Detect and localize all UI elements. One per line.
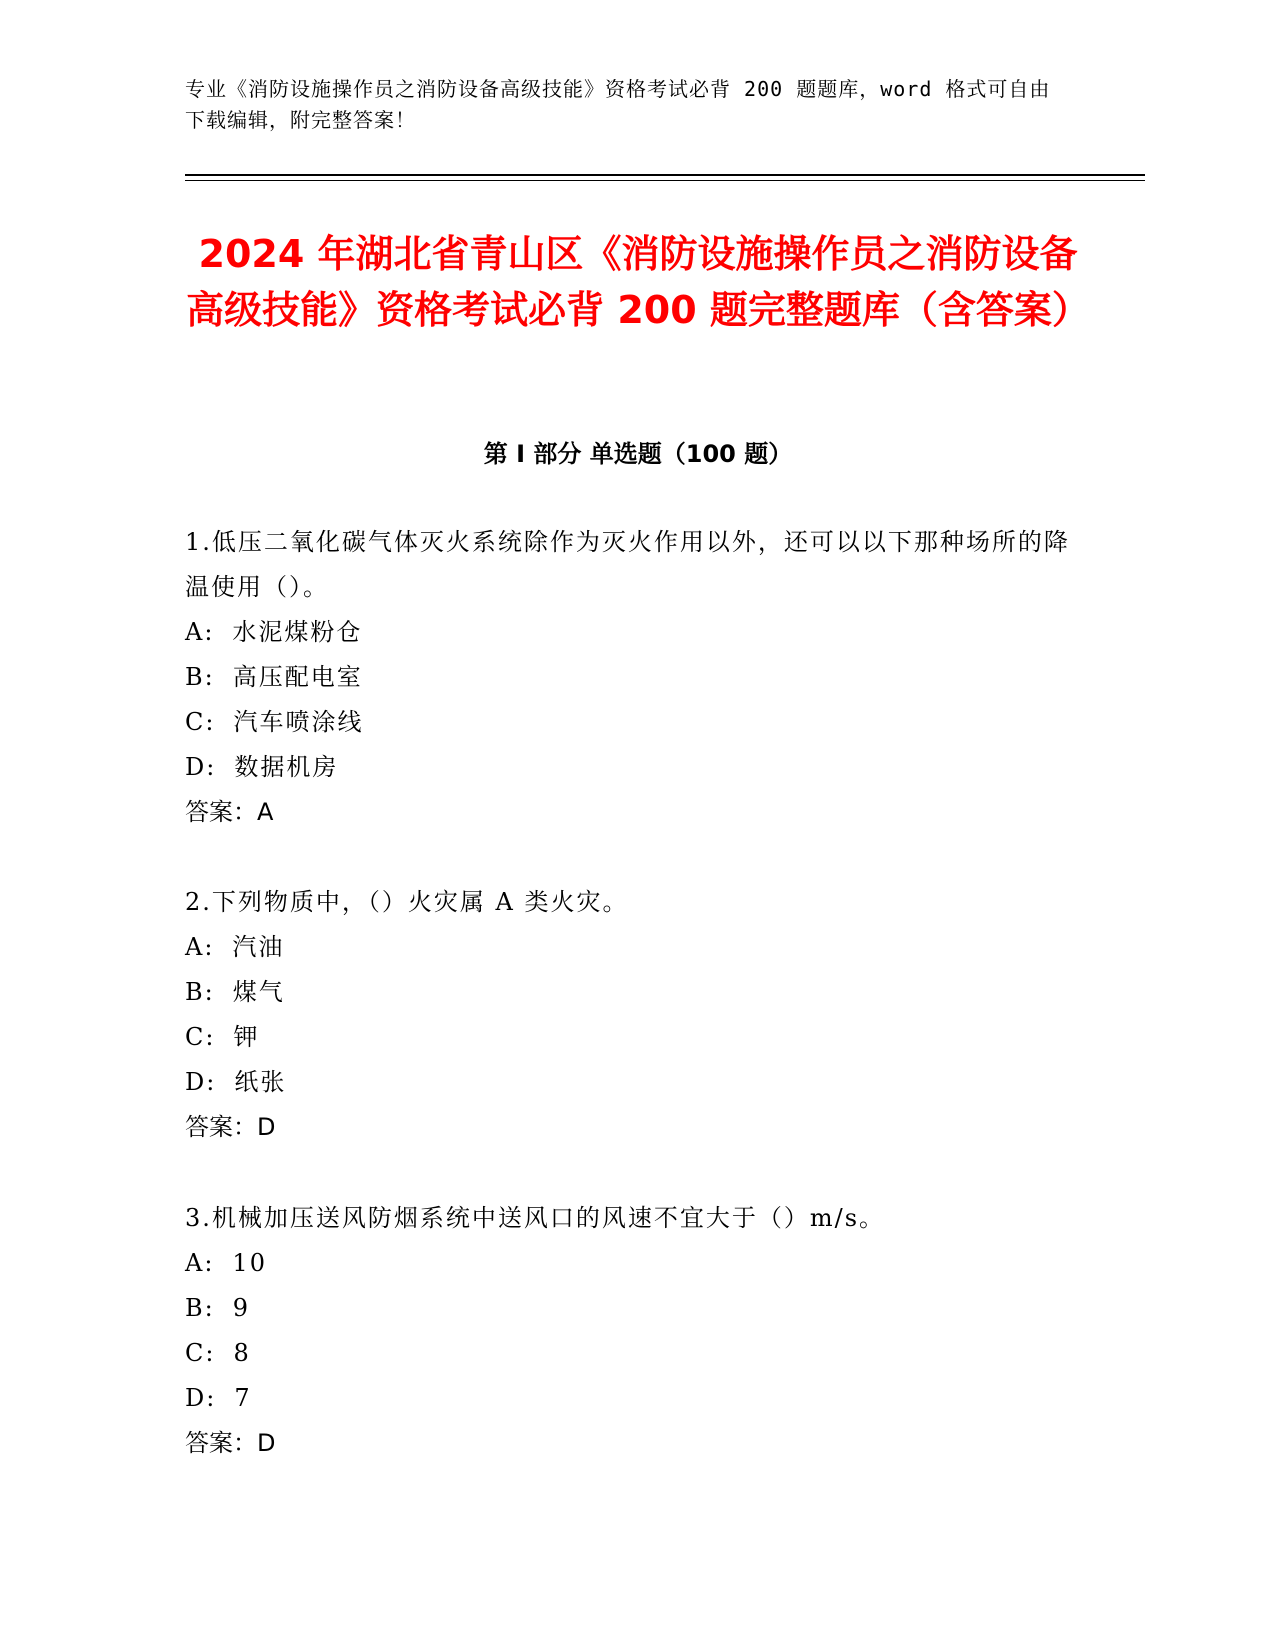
option-letter: D: xyxy=(185,1068,217,1096)
option-letter: A: xyxy=(185,1249,215,1277)
option-d xyxy=(185,1376,1085,1421)
option-a xyxy=(185,925,1085,970)
option-text: 高压配电室 xyxy=(232,663,363,691)
header-note: 专业《消防设施操作员之消防设备高级技能》资格考试必背 200 题题库，word 格式可自由下载编辑，附完整答案！ xyxy=(185,77,1051,132)
option-d xyxy=(185,745,1085,790)
option-letter: D: xyxy=(185,1384,217,1412)
answer-value: D xyxy=(257,1429,276,1457)
option-text: 水泥煤粉仓 xyxy=(232,618,363,646)
answer-line xyxy=(185,1421,1085,1466)
option-b xyxy=(185,1286,1085,1331)
option-text: 10 xyxy=(232,1249,267,1277)
question-stem: 2.下列物质中，（）火灾属 A 类火灾。 xyxy=(185,888,629,916)
document-title: 2024 年湖北省青山区《消防设施操作员之消防设备高级技能》资格考试必背 200 题完整题库（含答案） xyxy=(186,232,1090,332)
question-stem: 1.低压二氧化碳气体灭火系统除作为灭火作用以外，还可以以下那种场所的降温使用（）。 xyxy=(185,528,1070,601)
option-a xyxy=(185,610,1085,655)
option-a xyxy=(185,1241,1085,1286)
option-letter: C: xyxy=(185,1023,216,1051)
answer-line xyxy=(185,1105,1085,1150)
option-text: 7 xyxy=(234,1384,252,1412)
option-text: 数据机房 xyxy=(234,753,339,781)
option-letter: C: xyxy=(185,708,216,736)
answer-label: 答案： xyxy=(185,1113,257,1141)
option-letter: C: xyxy=(185,1339,216,1367)
option-text: 汽车喷涂线 xyxy=(233,708,364,736)
option-text: 汽油 xyxy=(232,933,285,961)
option-c xyxy=(185,1015,1085,1060)
option-letter: B: xyxy=(185,978,215,1006)
header-divider-thin xyxy=(185,180,1145,181)
option-d xyxy=(185,1060,1085,1105)
question-stem: 3.机械加压送风防烟系统中送风口的风速不宜大于（）m/s。 xyxy=(185,1204,886,1232)
option-c xyxy=(185,700,1085,745)
option-text: 纸张 xyxy=(234,1068,287,1096)
option-text: 9 xyxy=(232,1294,251,1322)
answer-value: D xyxy=(257,1113,276,1141)
answer-label: 答案： xyxy=(185,798,257,826)
answer-line xyxy=(185,790,1085,835)
question-1 xyxy=(185,520,1085,835)
option-c xyxy=(185,1331,1085,1376)
option-letter: A: xyxy=(185,618,215,646)
option-b xyxy=(185,655,1085,700)
option-text: 钾 xyxy=(233,1023,260,1051)
section-title: 第 I 部分 单选题（100 题） xyxy=(483,440,793,468)
answer-label: 答案： xyxy=(185,1429,257,1457)
header-divider-thick xyxy=(185,174,1145,176)
option-text: 8 xyxy=(233,1339,251,1367)
option-letter: D: xyxy=(185,753,217,781)
answer-value: A xyxy=(257,798,274,826)
option-letter: B: xyxy=(185,1294,215,1322)
question-2 xyxy=(185,880,1085,1150)
option-text: 煤气 xyxy=(232,978,285,1006)
option-letter: A: xyxy=(185,933,215,961)
option-letter: B: xyxy=(185,663,215,691)
question-3 xyxy=(185,1196,1085,1466)
option-b xyxy=(185,970,1085,1015)
